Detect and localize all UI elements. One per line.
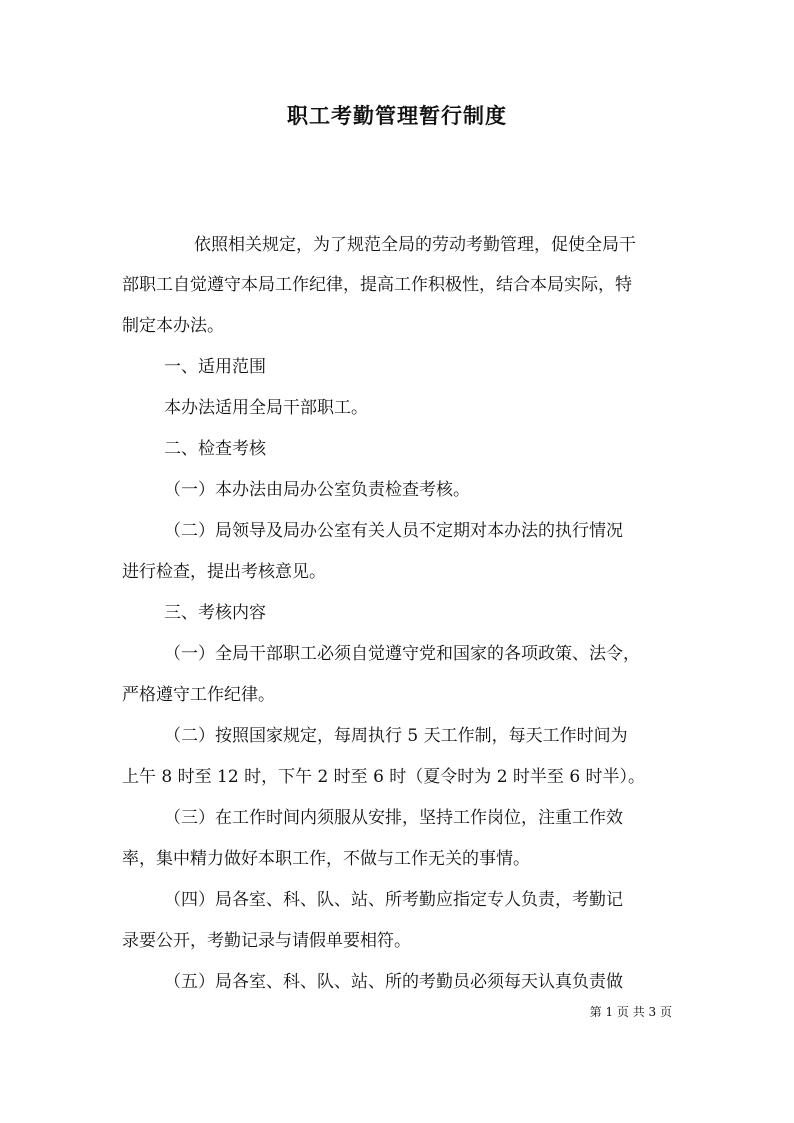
paragraph-line: 依照相关规定，为了规范全局的劳动考勤管理，促使全局干 — [194, 235, 636, 255]
paragraph-line: （一）全局干部职工必须自觉遵守党和国家的各项政策、法令， — [164, 644, 640, 664]
paragraph-line: 率，集中精力做好本职工作，不做与工作无关的事情。 — [122, 849, 530, 869]
paragraph-line: 上午 8 时至 12 时，下午 2 时至 6 时（夏令时为 2 时半至 6 时半）。 — [122, 767, 646, 787]
paragraph-line: （二）局领导及局办公室有关人员不定期对本办法的执行情况 — [164, 521, 623, 541]
paragraph-line: （二）按照国家规定，每周执行 5 天工作制，每天工作时间为 — [164, 726, 628, 746]
paragraph-line: 制定本办法。 — [122, 316, 224, 336]
paragraph-line: （五）局各室、科、队、站、所的考勤员必须每天认真负责做 — [164, 972, 623, 992]
section-heading: 三、考核内容 — [164, 603, 266, 623]
paragraph-line: （一）本办法由局办公室负责检查考核。 — [164, 480, 470, 500]
section-heading: 二、检查考核 — [164, 439, 266, 459]
section-heading: 一、适用范围 — [164, 357, 266, 377]
paragraph-line: 严格遵守工作纪律。 — [122, 685, 275, 705]
paragraph-line: 录要公开，考勤记录与请假单要相符。 — [122, 931, 411, 951]
paragraph-line: 部职工自觉遵守本局工作纪律，提高工作积极性，结合本局实际，特 — [122, 275, 632, 295]
paragraph-line: （三）在工作时间内须服从安排，坚持工作岗位，注重工作效 — [164, 808, 623, 828]
page-number: 第 1 页 共 3 页 — [589, 1005, 672, 1019]
paragraph-line: （四）局各室、科、队、站、所考勤应指定专人负责，考勤记 — [164, 890, 623, 910]
paragraph-line: 本办法适用全局干部职工。 — [164, 398, 368, 418]
document-title: 职工考勤管理暂行制度 — [287, 103, 507, 128]
paragraph-line: 进行检查，提出考核意见。 — [122, 562, 326, 582]
